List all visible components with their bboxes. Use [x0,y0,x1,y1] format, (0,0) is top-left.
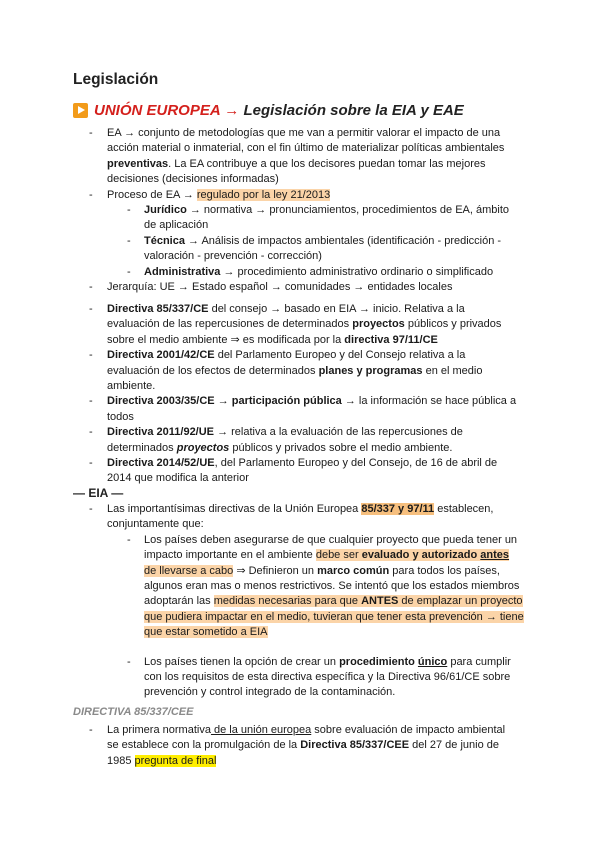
section-heading [73,102,464,119]
list-item: - Directiva 2001/42/CE del Parlamento Europeo y del Consejo relativa a la evaluación de los efectos de determinados planes y programas en el medio ambiente. [89,349,483,393]
list-item: - Administrativa → procedimiento administrativo ordinario o simplificado [127,265,494,278]
list-item: - Los países tienen la opción de crear un procedimiento único para cumplir con los requisitos de esta directiva específica y la Directiva 96/61/CE sobre prevención y control integrado de la contaminación. [127,655,511,699]
list-ea [0,126,600,295]
eia-heading: — EIA — [73,486,124,500]
list-item: - Jerarquía: UE → Estado español → comunidades → entidades locales [89,281,453,294]
list-directivas [0,302,600,487]
play-icon [73,103,88,118]
section-heading-prefix: UNIÓN EUROPEA → [94,102,240,119]
list-item: - Jurídico → normativa → pronunciamientos, procedimientos de EA, ámbito de aplicación [127,204,510,232]
list-item: - Técnica → Análisis de impactos ambientales (identificación - predicción - valoración - prevención - corrección) [127,234,502,263]
list-item: - Proceso de EA → regulado por la ley 21/2013 [89,188,331,201]
list-eia [0,502,600,701]
list-item: - Los países deben asegurarse de que cualquier proyecto que pueda tener un impacto importante en el ambiente debe ser evaluado y autorizado antes de llevarse a cabo ⇒ Definieron un marco común para todos los países, algunos eran mas o menos restrictivos. Se intentó que los estados miembros adoptarán las medidas necesarias para que ANTES de emplazar un proyecto que pudiera impactar en el medio, tuvieran que tener esta prevención → tiene que estar sometido a EIA [127,533,524,639]
section-heading-rest: Legislación sobre la EIA y EAE [239,102,464,119]
list-item: - La primera normativa de la unión europea sobre evaluación de impacto ambiental se establece con la promulgación de la Directiva 85/337/CEE del 27 de junio de 1985 pregunta de final [89,724,506,767]
page-title: Legislación [73,71,159,88]
list-item: - Las importantísimas directivas de la Unión Europea 85/337 y 97/11 establecen, conjuntamente que: [89,503,494,531]
list-item: - Directiva 2011/92/UE → relativa a la evaluación de las repercusiones de determinados proyectos públicos y privados sobre el medio ambiente. [89,426,463,454]
list-item: - Directiva 2014/52/UE, del Parlamento Europeo y del Consejo, de 16 de abril de 2014 que modifica la anterior [89,457,498,485]
directiva-heading: DIRECTIVA 85/337/CEE [73,706,194,718]
list-item: - Directiva 85/337/CE del consejo → basado en EIA → inicio. Relativa a la evaluación de las repercusiones de determinados proyectos públicos y privados sobre el medio ambiente ⇒ es modificada por la directiva 97/11/CE [89,303,502,346]
list-item: - Directiva 2003/35/CE → participación pública → la información se hace pública a todos [89,395,517,423]
list-directiva-85 [0,723,600,769]
list-item: - EA → conjunto de metodologías que me van a permitir valorar el impacto de una acción material o inmaterial, con el fin último de materializar políticas ambientales preventivas. La EA contribuye a que los decisores puedan tomar las mejores decisiones (decisiones informadas) [89,127,505,186]
